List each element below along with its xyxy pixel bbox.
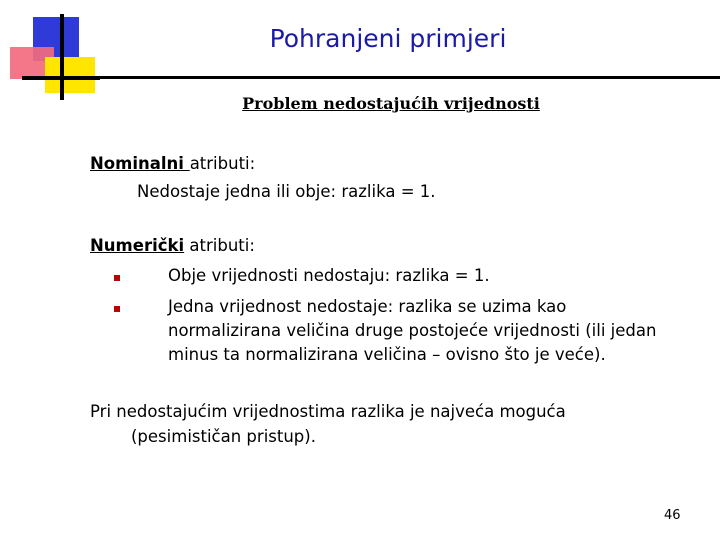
page-number: 46 — [664, 508, 681, 523]
title-divider — [62, 76, 720, 79]
nominal-term: Nominalni — [90, 154, 190, 173]
numeric-bullet-2-line-2: normalizirana veličina druge postojeće vrijednosti (ili jedan — [168, 321, 657, 340]
bullet-marker — [114, 306, 120, 312]
numeric-bullet-2-line-3: minus ta normalizirana veličina – ovisno što je veće). — [168, 345, 606, 364]
logo-vertical-line — [60, 14, 64, 100]
numeric-heading-rest: atributi: — [184, 236, 255, 255]
bullet-marker — [114, 275, 120, 281]
slide-title: Pohranjeni primjeri — [269, 24, 507, 53]
numeric-bullet-1: Obje vrijednosti nedostaju: razlika = 1. — [168, 266, 490, 285]
numeric-term: Numerički — [90, 236, 185, 255]
conclusion-line-2: (pesimističan pristup). — [131, 427, 316, 446]
conclusion-line-1: Pri nedostajućim vrijednostima razlika je najveća moguća — [90, 402, 566, 421]
slide-subtitle: Problem nedostajućih vrijednosti — [242, 94, 540, 113]
nominal-heading — [90, 154, 255, 173]
numeric-heading — [90, 236, 255, 255]
logo-yellow-square — [45, 57, 95, 93]
nominal-heading-rest: atributi: — [189, 154, 256, 173]
numeric-bullet-2-line-1: Jedna vrijednost nedostaje: razlika se uzima kao — [168, 297, 567, 316]
nominal-line: Nedostaje jedna ili obje: razlika = 1. — [137, 182, 436, 201]
slide-logo — [0, 0, 100, 100]
